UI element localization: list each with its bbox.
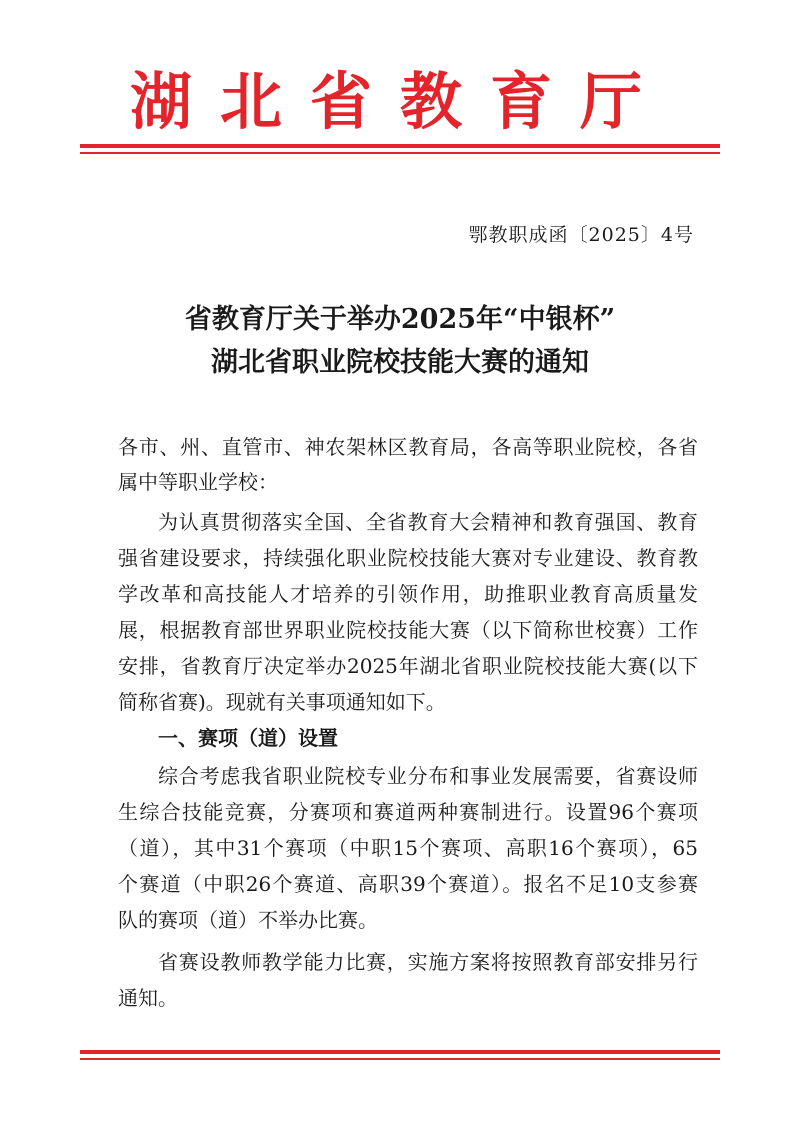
section-1-heading: 一、赛项（道）设置 xyxy=(158,726,338,750)
document-title-line-2: 湖北省职业院校技能大赛的通知 xyxy=(211,347,589,378)
addressee-line-2: 属中等职业学校： xyxy=(118,470,278,494)
section-1-para-1-line-5: 队的赛项（道）不举办比赛。 xyxy=(118,908,378,932)
document-title-line-1: 省教育厅关于举办2025年“中银杯” xyxy=(184,304,616,335)
intro-line-4: 展，根据教育部世界职业院校技能大赛（以下简称世校赛）工作 xyxy=(118,618,698,642)
intro-line-6: 简称省赛)。现就有关事项通知如下。 xyxy=(118,690,446,714)
letterhead-rule-thick xyxy=(80,144,720,148)
footer-rule-thick xyxy=(80,1050,720,1054)
intro-line-1: 为认真贯彻落实全国、全省教育大会精神和教育强国、教育 xyxy=(158,510,698,534)
document-number: 鄂教职成函〔2025〕4号 xyxy=(468,224,694,246)
section-1-para-1-line-1: 综合考虑我省职业院校专业分布和事业发展需要，省赛设师 xyxy=(158,764,698,788)
section-1-para-1-line-4: 个赛道（中职26个赛道、高职39个赛道）。报名不足10支参赛 xyxy=(118,872,698,896)
intro-line-3: 学改革和高技能人才培养的引领作用，助推职业教育高质量发 xyxy=(118,582,698,606)
intro-line-2: 强省建设要求，持续强化职业院校技能大赛对专业建设、教育教 xyxy=(118,546,698,570)
section-1-para-1-line-3: （道），其中31个赛项（中职15个赛项、高职16个赛项），65 xyxy=(118,836,698,860)
letterhead-rule-thin xyxy=(80,152,720,154)
section-1-para-1-line-2: 生综合技能竞赛，分赛项和赛道两种赛制进行。设置96个赛项 xyxy=(118,800,698,824)
section-1-para-2-line-1: 省赛设教师教学能力比赛，实施方案将按照教育部安排另行 xyxy=(158,950,698,974)
intro-line-5: 安排，省教育厅决定举办2025年湖北省职业院校技能大赛(以下 xyxy=(118,654,698,678)
section-1-para-2-line-2: 通知。 xyxy=(118,986,178,1010)
addressee-line-1: 各市、州、直管市、神农架林区教育局，各高等职业院校，各省 xyxy=(118,435,698,459)
footer-rule-thin xyxy=(80,1058,720,1060)
letterhead-title: 湖北省教育厅 xyxy=(129,65,670,138)
